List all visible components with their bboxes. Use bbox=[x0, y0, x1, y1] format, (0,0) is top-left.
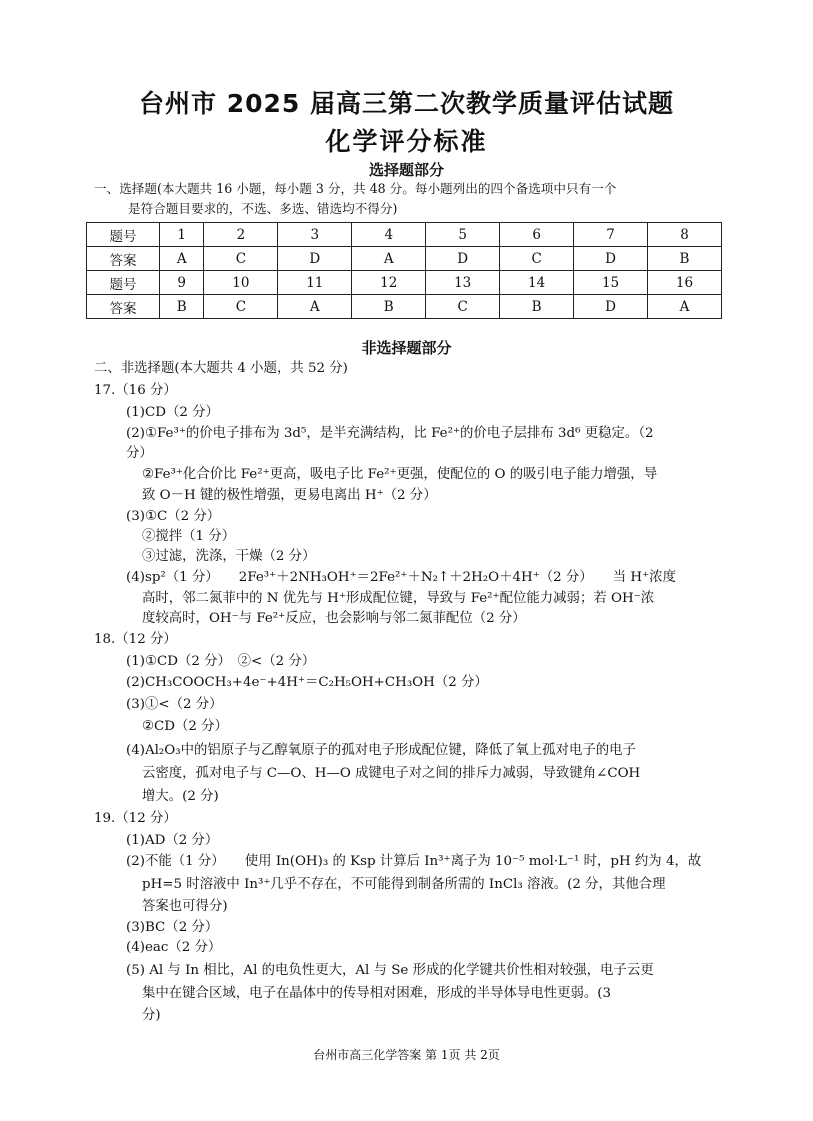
q17-line: (1)CD（2 分） bbox=[126, 405, 219, 420]
answer-cell: A bbox=[160, 247, 204, 271]
answer-cell: B bbox=[160, 295, 204, 319]
row-label-answer: 答案 bbox=[87, 295, 160, 319]
mcq-section-title: 选择题部分 bbox=[368, 161, 444, 179]
nonmcq-instructions: 二、非选择题(本大题共 4 小题，共 52 分) bbox=[94, 361, 348, 376]
q19-line: (1)AD（2 分） bbox=[126, 833, 219, 848]
question-number: 3 bbox=[278, 223, 352, 247]
page-footer: 台州市高三化学答案 第 1页 共 2页 bbox=[313, 1048, 500, 1062]
answer-cell: C bbox=[426, 295, 500, 319]
question-number: 12 bbox=[352, 271, 426, 295]
question-number: 15 bbox=[574, 271, 648, 295]
answer-cell: C bbox=[204, 247, 278, 271]
q18-line: ②CD（2 分） bbox=[142, 719, 228, 734]
row-label-answer: 答案 bbox=[87, 247, 160, 271]
table-row-answers-2 bbox=[87, 295, 722, 319]
q17-line: ②搅拌（1 分） bbox=[142, 529, 236, 544]
q18-line: (3)①<（2 分） bbox=[126, 697, 223, 712]
mcq-instructions-line-1: 一、选择题(本大题共 16 小题，每小题 3 分，共 48 分。每小题列出的四个备选项中只有一个 bbox=[94, 181, 617, 196]
answer-cell: D bbox=[278, 247, 352, 271]
q19-heading: 19.（12 分） bbox=[94, 811, 177, 826]
q17-line: 致 O－H 键的极性增强，更易电离出 H⁺（2 分） bbox=[142, 488, 437, 503]
q17-line: ②Fe³⁺化合价比 Fe²⁺更高，吸电子比 Fe²⁺更强，使配位的 O 的吸引电子能力增强，导 bbox=[142, 467, 658, 482]
question-number: 2 bbox=[204, 223, 278, 247]
q19-line: (5) Al 与 In 相比，Al 的电负性更大，Al 与 Se 形成的化学键共价性相对较强，电子云更 bbox=[126, 963, 654, 978]
answer-cell: B bbox=[500, 295, 574, 319]
answer-cell: D bbox=[574, 247, 648, 271]
row-label-question: 题号 bbox=[87, 271, 160, 295]
answer-cell: A bbox=[352, 247, 426, 271]
answer-cell: B bbox=[352, 295, 426, 319]
q19-line: 集中在键合区域，电子在晶体中的传导相对困难，形成的半导体导电性更弱。(3 bbox=[142, 986, 612, 1001]
q17-line: 度较高时，OH⁻与 Fe²⁺反应，也会影响与邻二氮菲配位（2 分） bbox=[142, 611, 526, 626]
q17-line: 高时，邻二氮菲中的 N 优先与 H⁺形成配位键，导致与 Fe²⁺配位能力减弱；若 OH⁻浓 bbox=[142, 591, 655, 606]
q17-heading: 17.（16 分） bbox=[94, 383, 177, 398]
q17-line: 分） bbox=[126, 446, 153, 461]
question-number: 11 bbox=[278, 271, 352, 295]
page-title: 台州市 2025 届高三第二次教学质量评估试题 bbox=[139, 89, 674, 118]
answer-cell: B bbox=[648, 247, 722, 271]
q18-line: 增大。(2 分) bbox=[142, 789, 219, 804]
table-row-questions-1 bbox=[87, 223, 722, 247]
q19-line: (3)BC（2 分） bbox=[126, 920, 219, 935]
question-number: 10 bbox=[204, 271, 278, 295]
q17-line: (2)①Fe³⁺的价电子排布为 3d⁵，是半充满结构，比 Fe²⁺的价电子层排布 3d⁶ 更稳定。（2 bbox=[126, 426, 654, 441]
q18-heading: 18.（12 分） bbox=[94, 632, 177, 647]
q17-line: ③过滤，洗涤，干燥（2 分） bbox=[142, 549, 316, 564]
q17-line: (4)sp²（1 分） 2Fe³⁺＋2NH₃OH⁺＝2Fe²⁺＋N₂↑＋2H₂O＋4H⁺（2 分） 当 H⁺浓度 bbox=[126, 570, 676, 585]
q19-line: pH=5 时溶液中 In³⁺几乎不存在，不可能得到制备所需的 InCl₃ 溶液。(2 分，其他合理 bbox=[142, 877, 666, 892]
question-number: 1 bbox=[160, 223, 204, 247]
question-number: 13 bbox=[426, 271, 500, 295]
table-row-questions-2 bbox=[87, 271, 722, 295]
nonmcq-section-title: 非选择题部分 bbox=[361, 339, 452, 357]
q18-line: 云密度，孤对电子与 C—O、H—O 成键电子对之间的排斥力减弱，导致键角∠COH bbox=[142, 766, 641, 781]
question-number: 16 bbox=[648, 271, 722, 295]
answer-cell: A bbox=[648, 295, 722, 319]
q18-line: (1)①CD（2 分） ②<（2 分） bbox=[126, 654, 316, 669]
answer-cell: C bbox=[204, 295, 278, 319]
q19-line: (4)eac（2 分） bbox=[126, 940, 222, 955]
mcq-instructions-line-2: 是符合题目要求的，不选、多选、错选均不得分) bbox=[128, 201, 398, 216]
page-subtitle: 化学评分标准 bbox=[325, 127, 488, 156]
q19-line: 答案也可得分) bbox=[142, 899, 228, 914]
answer-cell: D bbox=[574, 295, 648, 319]
q18-line: (2)CH₃COOCH₃+4e⁻+4H⁺＝C₂H₅OH+CH₃OH（2 分） bbox=[126, 675, 488, 690]
row-label-question: 题号 bbox=[87, 223, 160, 247]
table-row-answers-1 bbox=[87, 247, 722, 271]
question-number: 6 bbox=[500, 223, 574, 247]
question-number: 14 bbox=[500, 271, 574, 295]
answer-cell: C bbox=[500, 247, 574, 271]
question-number: 8 bbox=[648, 223, 722, 247]
question-number: 5 bbox=[426, 223, 500, 247]
answer-cell: D bbox=[426, 247, 500, 271]
q19-line: 分) bbox=[142, 1008, 161, 1023]
question-number: 4 bbox=[352, 223, 426, 247]
q18-line: (4)Al₂O₃中的铝原子与乙醇氧原子的孤对电子形成配位键，降低了氧上孤对电子的电子 bbox=[126, 743, 636, 758]
answer-cell: A bbox=[278, 295, 352, 319]
q17-line: (3)①C（2 分） bbox=[126, 509, 221, 524]
question-number: 7 bbox=[574, 223, 648, 247]
q19-line: (2)不能（1 分） 使用 In(OH)₃ 的 Ksp 计算后 In³⁺离子为 10⁻⁵ mol·L⁻¹ 时，pH 约为 4，故 bbox=[126, 854, 702, 869]
question-number: 9 bbox=[160, 271, 204, 295]
answer-table bbox=[86, 222, 722, 319]
